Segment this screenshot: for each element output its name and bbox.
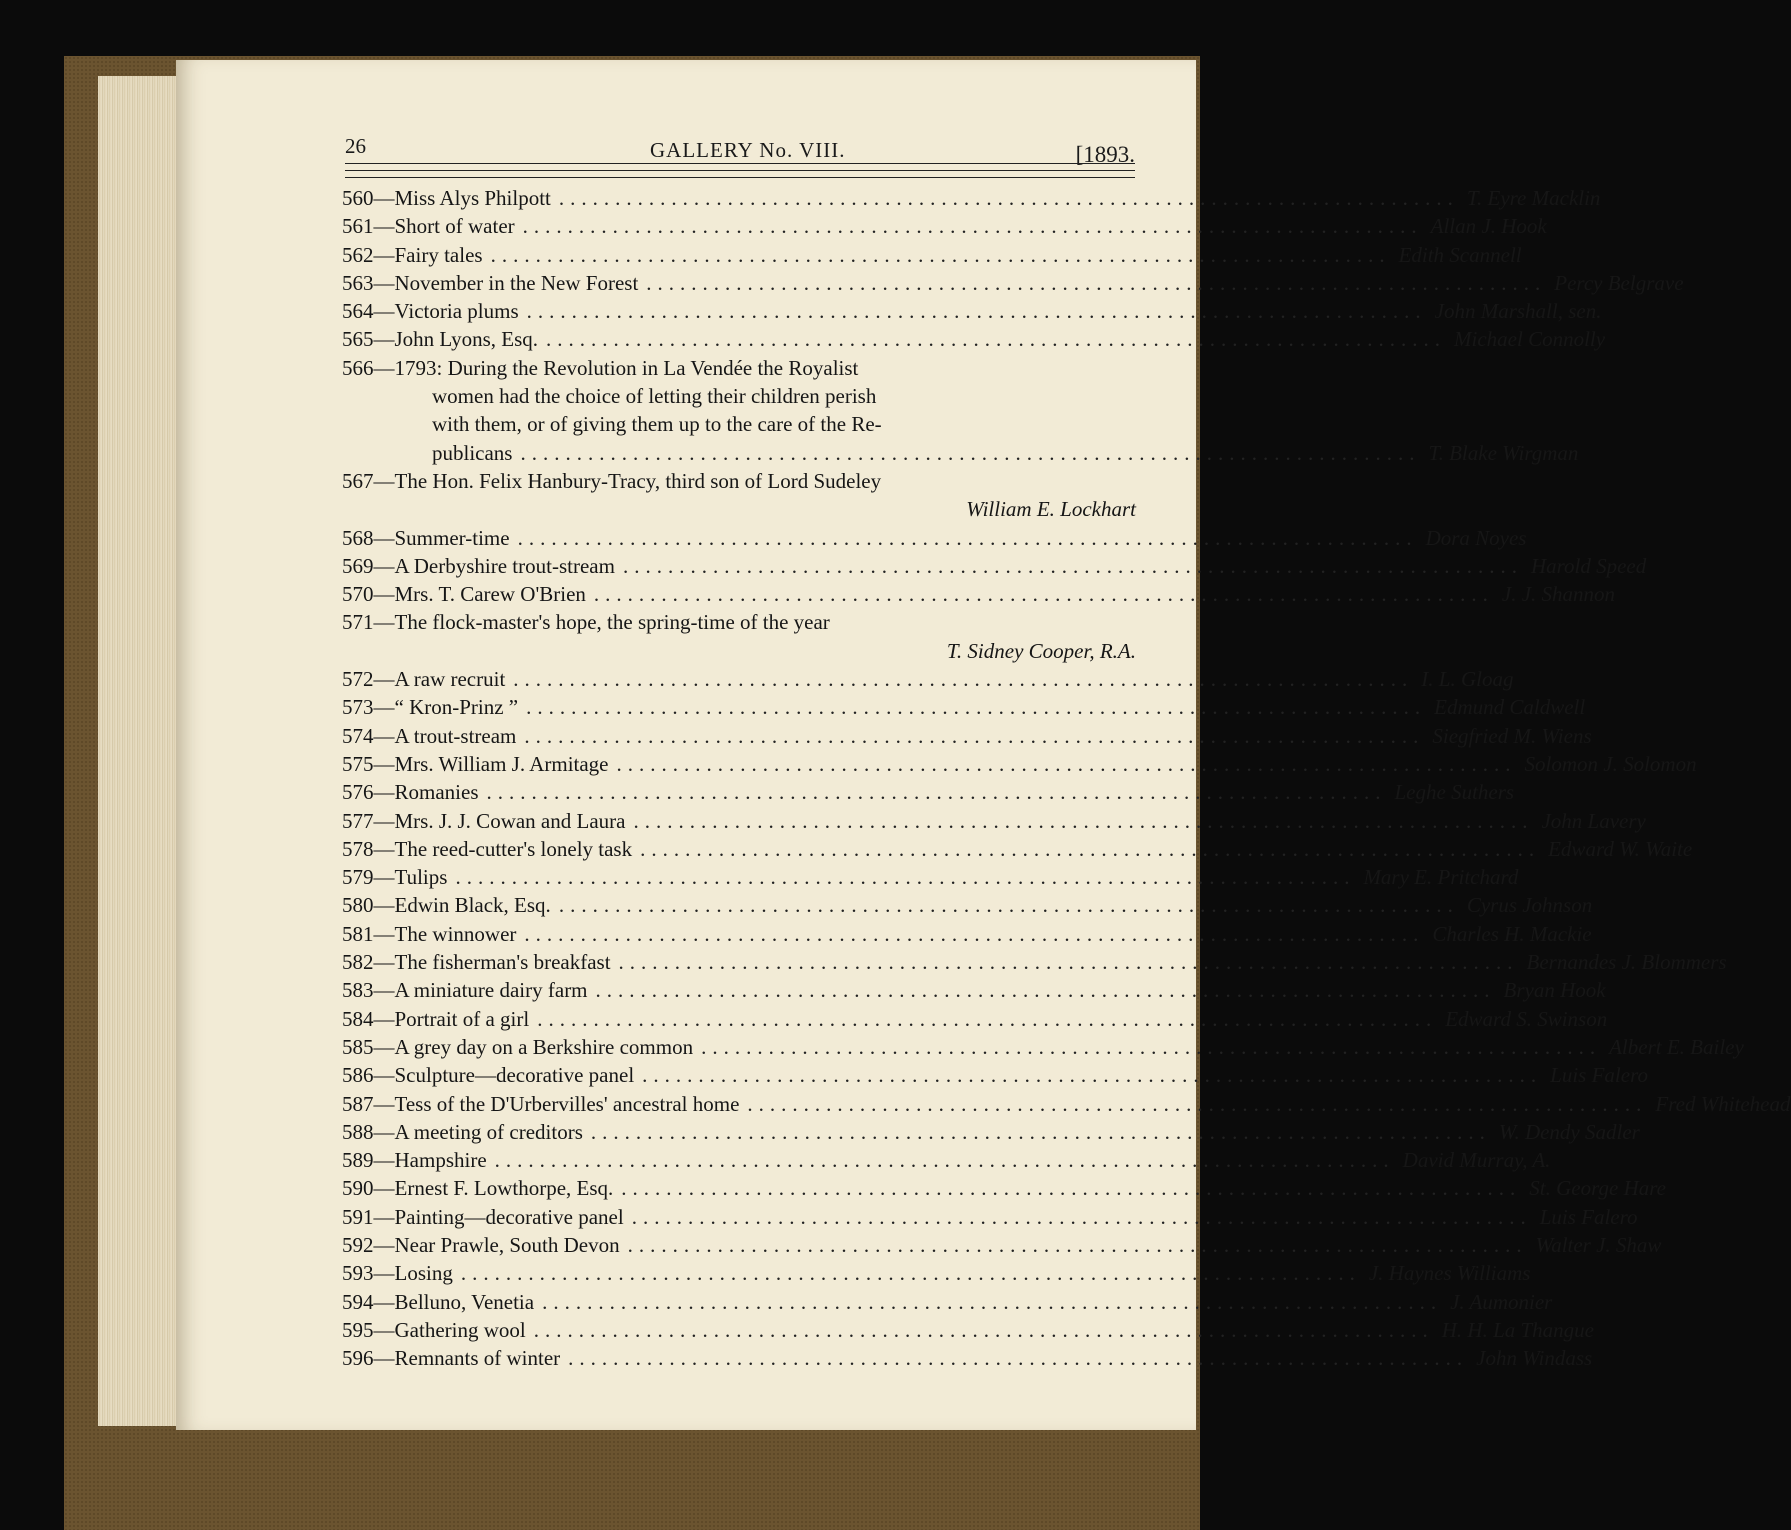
header-rule [345,177,1135,178]
leader-dots: ................................................................................ [631,1204,1532,1229]
entry-line [342,807,1646,835]
entry-line [342,1005,1608,1033]
entry-title: Victoria plums [394,299,519,324]
entry-number: 561— [342,214,395,239]
catalogue-entry [342,1090,1791,1118]
entry-number: 576— [342,780,395,805]
entry-title: The reed-cutter's lonely task [394,836,633,861]
catalogue-entry [342,920,1592,948]
catalogue-entry [342,467,1140,524]
artist-name: Luis Falero [1550,1063,1648,1088]
entry-number: 571— [342,610,395,635]
leader-dots: ................................................................................ [526,695,1427,720]
entry-title: Fairy tales [394,242,483,267]
entry-number: 582— [342,950,395,975]
entry-number: 585— [342,1034,395,1059]
entry-title: Short of water [394,214,515,239]
entry-line [342,297,1602,325]
entry-title: Edwin Black, Esq. [394,893,551,918]
entry-number: 590— [342,1176,395,1201]
entry-line [342,410,1140,438]
entry-line [342,1118,1640,1146]
entry-title: Portrait of a girl [394,1006,530,1031]
artist-name: Harold Speed [1530,553,1647,578]
artist-name: Allan J. Hook [1430,214,1547,239]
entry-number: 580— [342,893,395,918]
catalogue-entry [342,241,1522,269]
leader-dots: ................................................................................ [533,1317,1434,1342]
catalogue-entry [342,1316,1594,1344]
leader-dots: ................................................................................ [558,893,1459,918]
entry-line [342,920,1592,948]
page-number: 26 [345,134,366,158]
entry-number: 569— [342,553,395,578]
catalogue-entries [342,184,1791,1372]
artist-name: Dora Noyes [1425,525,1527,550]
entry-line [342,552,1647,580]
entry-line [342,1259,1531,1287]
entry-title: Near Prawle, South Devon [394,1232,620,1257]
leader-dots: ................................................................................ [542,1289,1443,1314]
entry-line [342,1061,1648,1089]
entry-title: A meeting of creditors [394,1119,583,1144]
leader-dots: ................................................................................ [747,1091,1648,1116]
catalogue-entry [342,1203,1638,1231]
entry-title: Summer-time [394,525,510,550]
entry-number: 584— [342,1006,395,1031]
entry-title: A miniature dairy farm [394,978,588,1003]
catalogue-entry [342,1344,1593,1372]
catalogue-entry [342,1118,1640,1146]
catalogue-entry [342,269,1684,297]
entry-title: Miss Alys Philpott [394,186,551,210]
entry-line [342,948,1727,976]
entry-title: Romanies [394,780,479,805]
entry-title: Painting—decorative panel [394,1204,624,1229]
artist-name: T. Blake Wirgman [1428,440,1579,465]
entry-line [342,693,1586,721]
entry-number: 593— [342,1261,395,1286]
entry-line [342,722,1592,750]
entry-number: 563— [342,270,395,295]
catalogue-entry [342,778,1515,806]
entry-line [342,750,1697,778]
entry-number: 592— [342,1232,395,1257]
entry-title: Mrs. J. J. Cowan and Laura [394,808,626,833]
artist-name: Edith Scannell [1398,242,1522,267]
leader-dots: ................................................................................ [621,1176,1522,1201]
entry-title: A raw recruit [394,667,506,692]
entry-number: 560— [342,186,395,210]
artist-name: Charles H. Mackie [1432,921,1592,946]
catalogue-entry [342,665,1514,693]
artist-name: David Murray, A. [1402,1148,1551,1173]
artist-name: Edmund Caldwell [1434,695,1586,720]
catalogue-entry [342,722,1592,750]
entry-title-line: women had the choice of letting their children perish [432,384,877,409]
entry-number: 564— [342,299,395,324]
entry-number: 566— [342,355,395,380]
artist-name: John Marshall, sen. [1434,299,1602,324]
leader-dots: ................................................................................ [618,950,1519,975]
entry-line [342,1231,1662,1259]
entry-title: Gathering wool [394,1317,526,1342]
artist-name: Fred Whitehead [1655,1091,1791,1116]
leader-dots: ................................................................................ [526,299,1427,324]
running-header [345,128,1135,168]
entry-title: The Hon. Felix Hanbury-Tracy, third son of Lord Sudeley [394,468,882,493]
artist-name: Bernandes J. Blommers [1526,950,1727,975]
entry-number: 568— [342,525,395,550]
year-label: [1893. [1075,142,1135,167]
catalogue-entry [342,608,1140,665]
leader-dots: ................................................................................ [524,921,1425,946]
entry-title: Remnants of winter [394,1346,561,1371]
catalogue-entry [342,1033,1744,1061]
leader-dots: ................................................................................ [640,836,1541,861]
leader-dots: ................................................................................ [616,751,1517,776]
catalogue-entry [342,212,1547,240]
catalogue-entry [342,835,1693,863]
entry-title: Tulips [394,865,448,890]
entry-line [342,835,1693,863]
entry-line [342,1203,1638,1231]
entry-number: 562— [342,242,395,267]
catalogue-entry [342,524,1527,552]
entry-line [342,212,1547,240]
entry-title: The flock-master's hope, the spring-time of the year [394,610,830,635]
artist-name: T. Sidney Cooper, R.A. [946,638,1136,663]
leader-dots: ................................................................................ [486,780,1387,805]
entry-number: 567— [342,468,395,493]
artist-name: Leghe Suthers [1394,780,1515,805]
catalogue-entry [342,807,1646,835]
entry-title: November in the New Forest [394,270,639,295]
entry-number: 594— [342,1289,395,1314]
leader-dots: ................................................................................ [558,186,1459,210]
artist-name: Walter J. Shaw [1535,1232,1662,1257]
leader-dots: ................................................................................ [627,1232,1528,1257]
entry-line [342,1344,1593,1372]
catalogue-entry [342,580,1616,608]
catalogue-entry [342,325,1606,353]
entry-line [342,1316,1594,1344]
catalogue-entry [342,354,1579,467]
leader-dots: ................................................................................ [455,865,1356,890]
entry-line [342,580,1616,608]
header-rule [345,163,1135,164]
catalogue-entry [342,552,1647,580]
entry-title: The fisherman's breakfast [394,950,611,975]
catalogue-entry [342,1231,1662,1259]
entry-number: 577— [342,808,395,833]
artist-name: Albert E. Bailey [1609,1034,1744,1059]
leader-dots: ................................................................................ [546,327,1447,352]
catalogue-entry [342,1259,1531,1287]
entry-number: 595— [342,1317,395,1342]
catalogue-entry [342,863,1519,891]
entry-title-line: with them, or of giving them up to the care of the Re- [432,412,882,437]
catalogue-entry [342,184,1601,212]
entry-line [342,976,1606,1004]
entry-line [342,184,1601,212]
leader-dots: ................................................................................ [517,525,1418,550]
entry-title-line: publicans [432,440,513,465]
artist-name: Michael Connolly [1454,327,1606,352]
entry-number: 565— [342,327,395,352]
catalogue-entry [342,750,1697,778]
artist-name: Mary E. Pritchard [1363,865,1519,890]
entry-line [342,863,1519,891]
artist-name: John Lavery [1541,808,1646,833]
entry-line [342,439,1579,467]
leader-dots: ................................................................................ [593,582,1494,607]
entry-number: 588— [342,1119,395,1144]
leader-dots: ................................................................................ [520,440,1421,465]
entry-title: Tess of the D'Urbervilles' ancestral home [394,1091,740,1116]
entry-line [342,467,1140,495]
leader-dots: ................................................................................ [622,553,1523,578]
artist-name: John Windass [1476,1346,1593,1371]
entry-number: 587— [342,1091,395,1116]
entry-number: 578— [342,836,395,861]
entry-title-line: 1793: During the Revolution in La Vendée the Royalist [394,355,859,380]
entry-title: Hampshire [394,1148,487,1173]
entry-title: A grey day on a Berkshire common [394,1034,694,1059]
page-edges [98,76,178,1426]
leader-dots: ................................................................................ [524,723,1425,748]
entry-line [342,1090,1791,1118]
entry-number: 579— [342,865,395,890]
entry-line [342,608,1140,636]
catalogue-entry [342,891,1593,919]
entry-number: 596— [342,1346,395,1371]
gallery-title: GALLERY No. VIII. [650,138,846,162]
entry-line [342,1174,1666,1202]
entry-title: The winnower [394,921,517,946]
entry-number: 586— [342,1063,395,1088]
leader-dots: ................................................................................ [568,1346,1469,1371]
entry-title: A Derbyshire trout-stream [394,553,615,578]
artist-name: J. Aumonier [1450,1289,1553,1314]
entry-title: “ Kron-Prinz ” [394,695,519,720]
catalogue-entry [342,976,1606,1004]
artist-name: William E. Lockhart [966,497,1136,522]
entry-line [342,269,1684,297]
header-rule [345,170,1135,171]
artist-name: T. Eyre Macklin [1466,186,1601,210]
catalogue-entry [342,693,1586,721]
entry-line [342,382,1140,410]
leader-dots: ................................................................................ [590,1119,1491,1144]
artist-name: Edward W. Waite [1548,836,1693,861]
entry-line [342,524,1527,552]
entry-number: 575— [342,751,395,776]
entry-line [342,778,1515,806]
artist-name: J. J. Shannon [1501,582,1616,607]
leader-dots: ................................................................................ [522,214,1423,239]
leader-dots: ................................................................................ [633,808,1534,833]
entry-line [342,241,1522,269]
catalogue-entry [342,948,1727,976]
entry-title: Mrs. T. Carew O'Brien [394,582,586,607]
entry-title: Losing [394,1261,453,1286]
entry-number: 572— [342,667,395,692]
leader-dots: ................................................................................ [490,242,1391,267]
artist-name: Bryan Hook [1503,978,1606,1003]
leader-dots: ................................................................................ [642,1063,1543,1088]
entry-number: 591— [342,1204,395,1229]
entry-line [342,891,1593,919]
leader-dots: ................................................................................ [460,1261,1361,1286]
entry-number: 570— [342,582,395,607]
artist-name: H. H. La Thangue [1441,1317,1594,1342]
leader-dots: ................................................................................ [646,270,1547,295]
artist-name: Solomon J. Solomon [1524,751,1697,776]
entry-line [342,665,1514,693]
entry-line [342,1146,1551,1174]
catalogue-entry [342,1146,1551,1174]
catalogue-entry [342,1288,1553,1316]
artist-name: Percy Belgrave [1554,270,1684,295]
entry-title: Ernest F. Lowthorpe, Esq. [394,1176,614,1201]
entry-number: 573— [342,695,395,720]
catalogue-entry [342,1005,1608,1033]
entry-title: A trout-stream [394,723,517,748]
entry-number: 574— [342,723,395,748]
entry-line [342,1033,1744,1061]
catalogue-entry [342,1061,1648,1089]
leader-dots: ................................................................................ [513,667,1414,692]
entry-number: 589— [342,1148,395,1173]
artist-name: St. George Hare [1529,1176,1666,1201]
entry-line [342,1288,1553,1316]
artist-name: Siegfried M. Wiens [1432,723,1592,748]
entry-line [342,354,1140,382]
leader-dots: ................................................................................ [494,1148,1395,1173]
entry-title: Mrs. William J. Armitage [394,751,609,776]
catalogue-entry [342,297,1602,325]
entry-title: Sculpture—decorative panel [394,1063,635,1088]
leader-dots: ................................................................................ [701,1034,1602,1059]
entry-line [342,325,1606,353]
artist-name: J. Haynes Williams [1368,1261,1531,1286]
artist-name: W. Dendy Sadler [1498,1119,1640,1144]
artist-name: I. L. Gloag [1421,667,1514,692]
artist-name: Cyrus Johnson [1466,893,1593,918]
entry-number: 581— [342,921,395,946]
catalogue-entry [342,1174,1666,1202]
entry-title: John Lyons, Esq. [394,327,539,352]
leader-dots: ................................................................................ [595,978,1496,1003]
leader-dots: ................................................................................ [537,1006,1438,1031]
artist-name: Luis Falero [1539,1204,1638,1229]
artist-name: Edward S. Swinson [1445,1006,1608,1031]
entry-title: Belluno, Venetia [394,1289,535,1314]
entry-number: 583— [342,978,395,1003]
